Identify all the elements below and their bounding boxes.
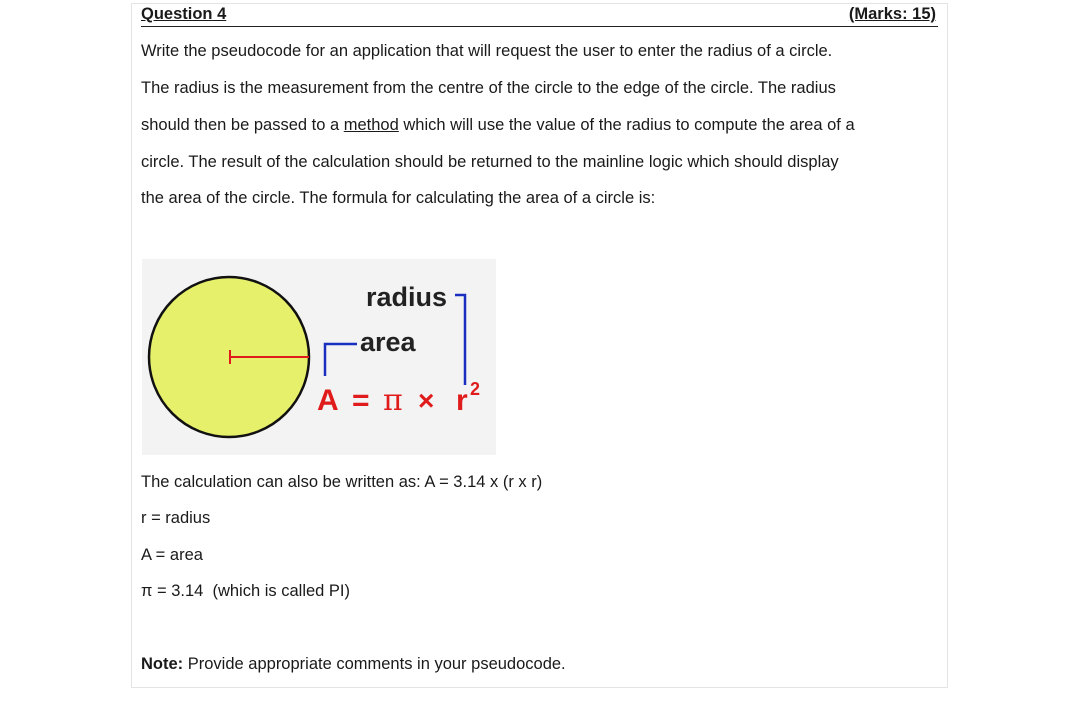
method-term: method — [343, 116, 399, 134]
formula-pi: π — [383, 383, 403, 418]
radius-bracket — [455, 295, 465, 385]
question-title: Question 4 — [141, 5, 227, 23]
formula-square: 2 — [470, 379, 481, 399]
note-line — [141, 654, 566, 674]
radius-label: radius — [366, 282, 448, 312]
body-line-2: The radius is the measurement from the centre of the circle to the edge of the circle. The radius — [141, 79, 836, 97]
note-label: Note: — [141, 655, 184, 673]
circle-area-diagram — [142, 259, 496, 455]
body-line-3 — [141, 115, 855, 135]
formula-equals: = — [352, 384, 370, 417]
formula-times: × — [418, 385, 435, 416]
body-line-3-pre: should then be passed to a — [141, 116, 344, 134]
formula-a: A — [317, 384, 339, 417]
area-bracket — [325, 344, 357, 376]
body-line-1: Write the pseudocode for an application that will request the user to enter the radius of a circle. — [141, 42, 833, 60]
area-label: area — [360, 327, 416, 357]
a-definition: A = area — [141, 546, 203, 564]
question-header — [141, 3, 938, 27]
body-line-4: circle. The result of the calculation should be returned to the mainline logic which should display — [141, 153, 839, 171]
body-line-5: the area of the circle. The formula for calculating the area of a circle is: — [141, 189, 656, 207]
note-text: Provide appropriate comments in your pseudocode. — [183, 655, 566, 673]
question-marks: (Marks: 15) — [848, 5, 936, 23]
body-line-3-post: which will use the value of the radius to compute the area of a — [398, 116, 855, 134]
formula-r: r — [456, 384, 468, 417]
r-definition: r = radius — [141, 509, 211, 527]
circle-area-figure — [142, 259, 496, 455]
pi-definition: π = 3.14 (which is called PI) — [141, 582, 351, 600]
alt-calculation: The calculation can also be written as: A = 3.14 x (r x r) — [141, 473, 543, 491]
